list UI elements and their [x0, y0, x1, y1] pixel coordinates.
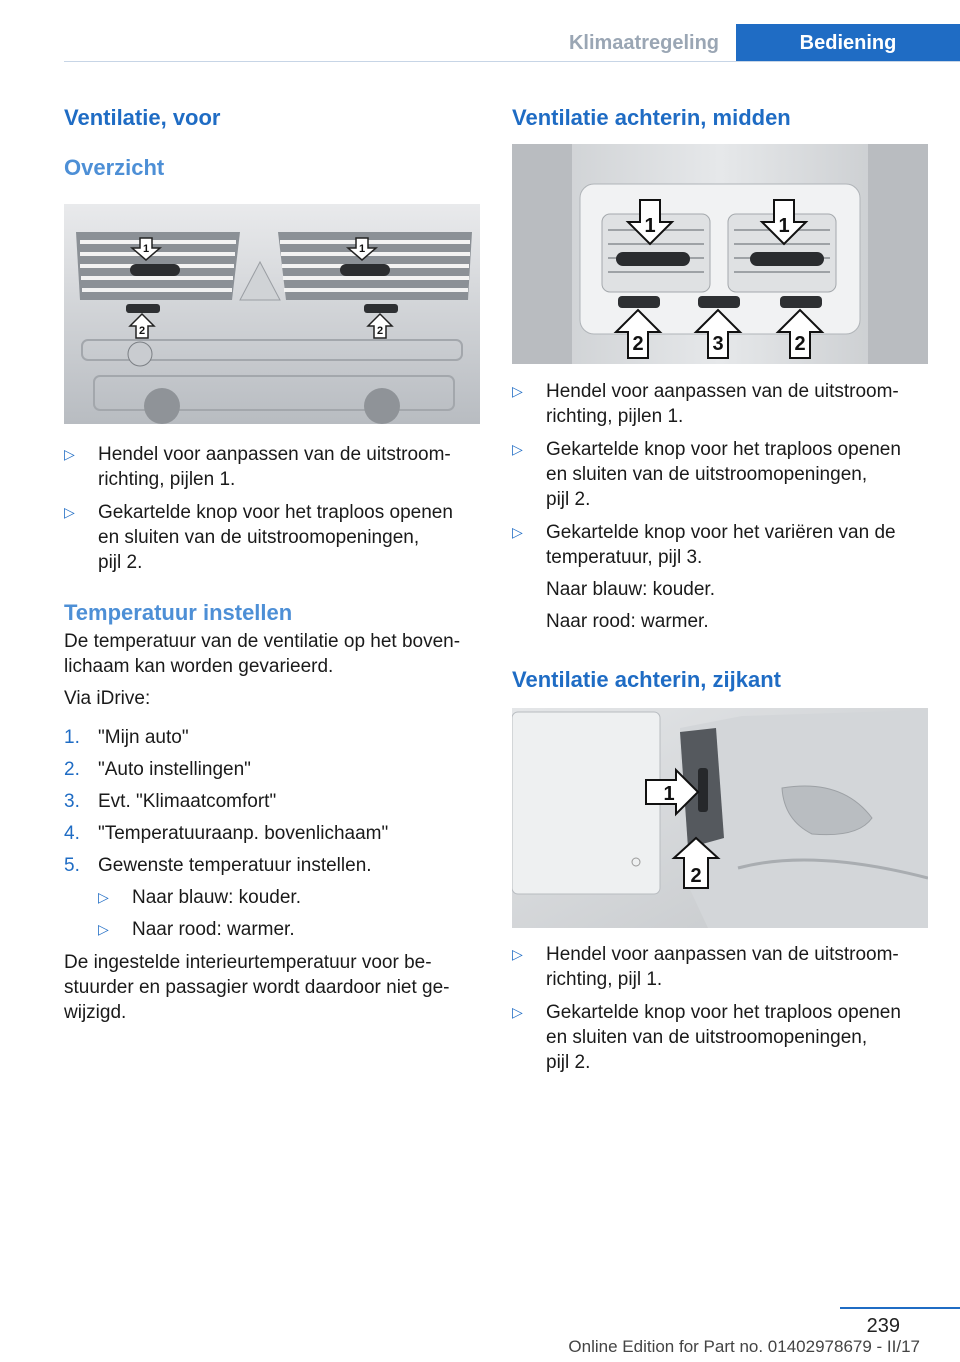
rear-middle-list	[512, 379, 928, 570]
step-text: Evt. "Klimaatcomfort"	[98, 791, 277, 812]
bullet-text: Hendel voor aanpassen van de uitstroom-	[546, 381, 899, 402]
temperature-heading: Temperatuur instellen	[64, 600, 293, 625]
step-item	[64, 789, 480, 814]
bullet-text: Gekartelde knop voor het traploos openen	[546, 439, 901, 460]
closing-text-line: wijzigd.	[64, 1002, 127, 1023]
triangle-bullet-icon: ▷	[512, 946, 523, 962]
front-arrow-2-left: 2	[138, 325, 146, 337]
bullet-text: Hendel voor aanpassen van de uitstroom-	[546, 944, 899, 965]
list-item	[64, 500, 480, 575]
front-vents-figure	[64, 204, 480, 424]
bullet-text: Naar blauw: kouder.	[132, 887, 301, 908]
overview-subtitle: Overzicht	[64, 155, 165, 180]
step-text: Gewenste temperatuur instellen.	[98, 855, 372, 876]
footer-divider	[840, 1307, 960, 1309]
list-item	[512, 520, 928, 570]
rear-arrow-2-left: 2	[632, 333, 644, 355]
bullet-text: Naar rood: warmer.	[132, 919, 295, 940]
rear-arrow-1-left: 1	[644, 215, 656, 237]
triangle-bullet-icon: ▷	[512, 524, 523, 540]
front-vents-illustration	[64, 204, 480, 424]
bullet-text: pijl 2.	[546, 1052, 591, 1073]
rear-middle-illustration	[512, 144, 928, 364]
bullet-text: Hendel voor aanpassen van de uitstroom-	[98, 444, 451, 465]
bullet-text: pijl 2.	[546, 489, 591, 510]
triangle-bullet-icon: ▷	[64, 446, 75, 462]
via-idrive-label: Via iDrive:	[64, 688, 151, 709]
page-number: 239	[866, 1315, 900, 1337]
list-item	[512, 379, 928, 429]
temperature-sub-list	[98, 885, 480, 942]
note-line: Naar rood: warmer.	[546, 611, 709, 632]
step-text: "Mijn auto"	[98, 727, 189, 748]
triangle-bullet-icon: ▷	[64, 504, 75, 520]
bullet-text: Gekartelde knop voor het traploos openen	[98, 502, 453, 523]
bullet-text: Gekartelde knop voor het variëren van de	[546, 522, 896, 543]
rear-arrow-2-right: 2	[794, 333, 806, 355]
bullet-text: en sluiten van de uitstroomopeningen,	[98, 527, 420, 548]
step-number: 2.	[64, 759, 80, 780]
rear-side-list	[512, 942, 928, 1075]
side-arrow-1: 1	[663, 783, 675, 805]
list-item	[512, 942, 928, 992]
list-item	[512, 1000, 928, 1075]
rear-arrow-3: 3	[712, 333, 724, 355]
rear-arrow-1-right: 1	[778, 215, 790, 237]
front-arrow-1-left: 1	[142, 243, 150, 255]
step-item	[64, 725, 480, 750]
rear-side-figure	[512, 708, 928, 928]
triangle-bullet-icon: ▷	[512, 1004, 523, 1020]
section-title-front: Ventilatie, voor	[64, 105, 221, 130]
front-arrow-2-right: 2	[376, 325, 384, 337]
bullet-text: richting, pijlen 1.	[98, 469, 236, 490]
list-item	[64, 442, 480, 492]
step-number: 3.	[64, 791, 80, 812]
bullet-text: pijl 2.	[98, 552, 143, 573]
right-column	[512, 100, 928, 1075]
bullet-text: temperatuur, pijl 3.	[546, 547, 703, 568]
front-vent-list	[64, 442, 480, 575]
step-item	[64, 853, 480, 878]
step-text: "Auto instellingen"	[98, 759, 251, 780]
list-item	[98, 885, 480, 910]
temperature-text-line: lichaam kan worden gevarieerd.	[64, 656, 334, 677]
side-arrow-2: 2	[690, 865, 702, 887]
step-number: 4.	[64, 823, 80, 844]
triangle-bullet-icon: ▷	[512, 383, 523, 399]
temperature-text-line: De temperatuur van de ventilatie op het boven-	[64, 631, 461, 652]
bullet-text: en sluiten van de uitstroomopeningen,	[546, 1027, 868, 1048]
page-header	[0, 24, 960, 62]
triangle-bullet-icon: ▷	[98, 889, 109, 905]
section-title-rear-side: Ventilatie achterin, zijkant	[512, 667, 781, 692]
step-text: "Temperatuuraanp. bovenlichaam"	[98, 823, 389, 844]
rear-middle-figure	[512, 144, 928, 364]
list-item	[98, 917, 480, 942]
step-number: 1.	[64, 727, 80, 748]
step-number: 5.	[64, 855, 80, 876]
section-tab: Klimaatregeling	[552, 24, 736, 62]
step-item	[64, 821, 480, 846]
section-title-rear-middle: Ventilatie achterin, midden	[512, 105, 791, 130]
triangle-bullet-icon: ▷	[98, 921, 109, 937]
triangle-bullet-icon: ▷	[512, 441, 523, 457]
left-column	[64, 100, 480, 1025]
front-arrow-1-right: 1	[358, 243, 366, 255]
chapter-tab: Bediening	[736, 24, 960, 62]
edition-footer: Online Edition for Part no. 01402978679 - II/17	[568, 1337, 920, 1356]
closing-text-line: stuurder en passagier wordt daardoor niet ge-	[64, 977, 450, 998]
header-divider	[64, 61, 960, 62]
note-line: Naar blauw: kouder.	[546, 579, 715, 600]
bullet-text: richting, pijl 1.	[546, 969, 663, 990]
bullet-text: richting, pijlen 1.	[546, 406, 684, 427]
bullet-text: en sluiten van de uitstroomopeningen,	[546, 464, 868, 485]
idrive-steps	[64, 725, 480, 878]
step-item	[64, 757, 480, 782]
list-item	[512, 437, 928, 512]
bullet-text: Gekartelde knop voor het traploos openen	[546, 1002, 901, 1023]
rear-side-illustration	[512, 708, 928, 928]
closing-text-line: De ingestelde interieurtemperatuur voor be-	[64, 952, 432, 973]
